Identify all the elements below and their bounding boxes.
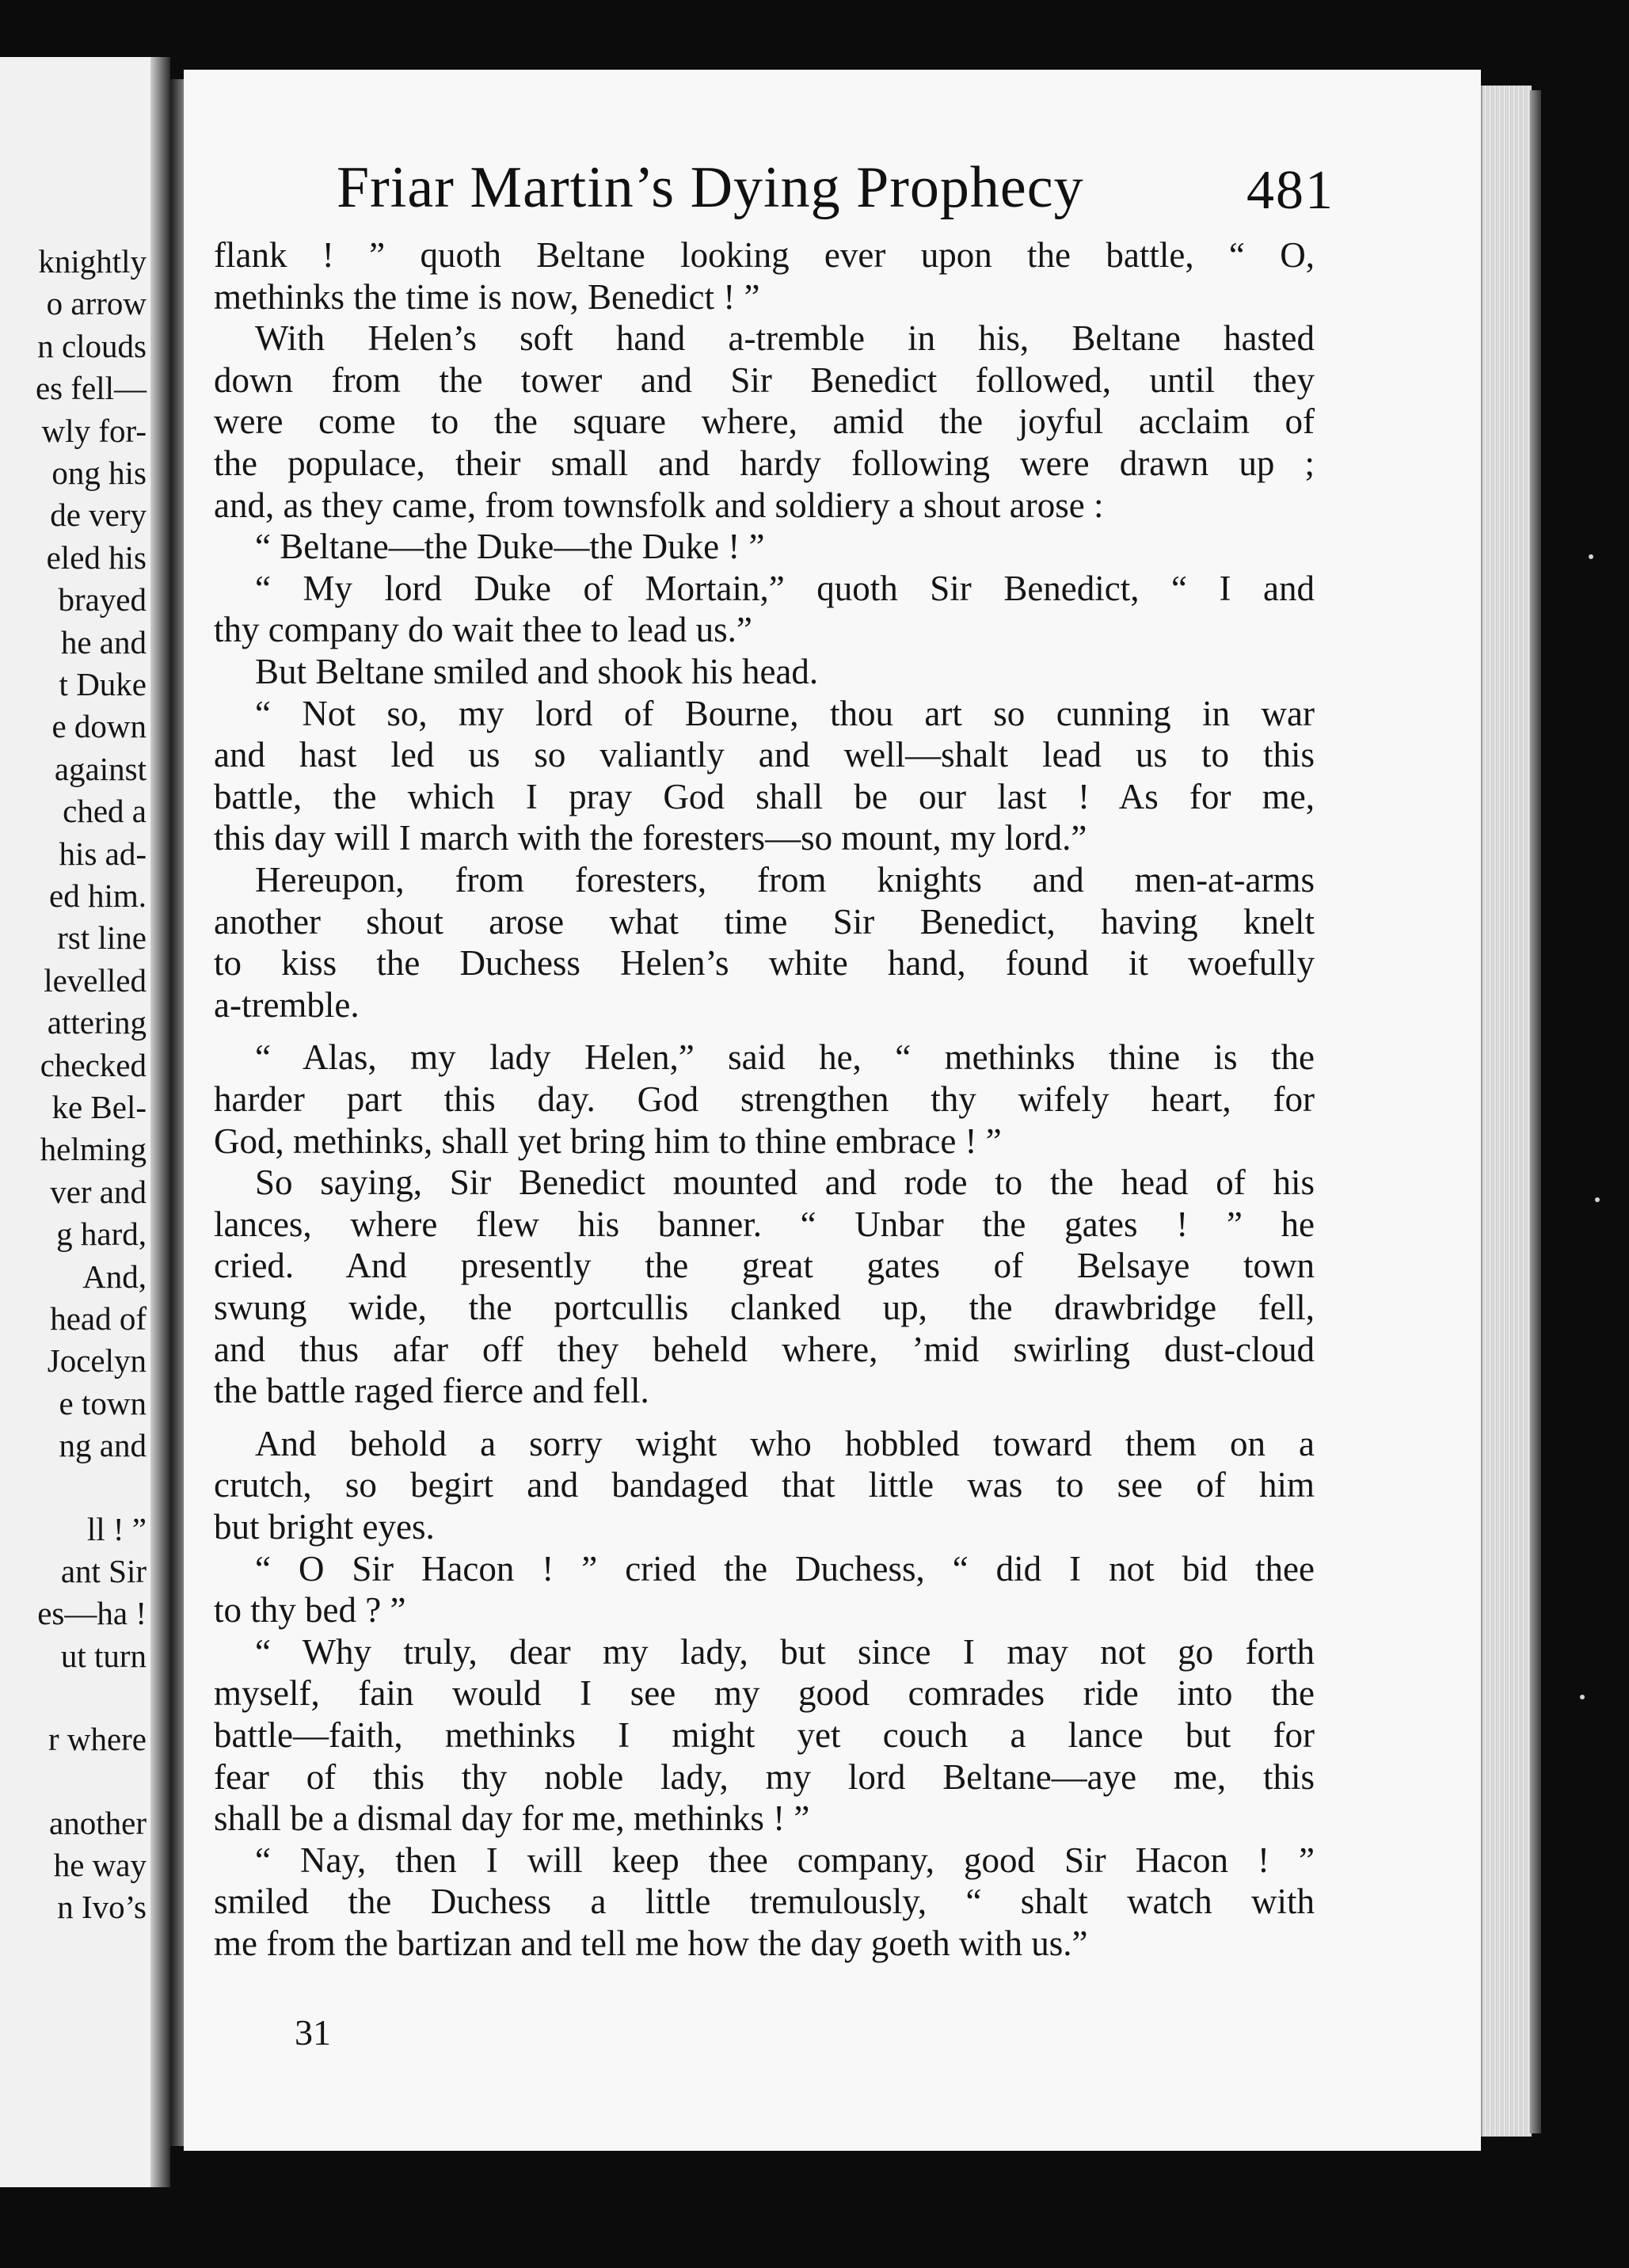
left-text-fragment: ke Bel-	[51, 1089, 147, 1125]
left-text-fragment: n Ivo’s	[57, 1889, 147, 1926]
left-text-fragment: knightly	[38, 243, 147, 280]
text-line: another shout arose what time Sir Benedict, having knelt	[214, 901, 1315, 942]
text-line: So saying, Sir Benedict mounted and rode to the head of his	[255, 1163, 1315, 1203]
text-line: And behold a sorry wight who hobbled toward them on a	[255, 1423, 1315, 1463]
text-line: and thus afar off they beheld where, ’mid swirling dust-cloud	[214, 1329, 1315, 1369]
left-text-fragment: he and	[60, 623, 147, 660]
left-text-fragment: another	[49, 1804, 147, 1841]
left-text-fragment: head of	[50, 1300, 147, 1337]
left-text-fragment: ched a	[63, 793, 147, 830]
left-text-fragment: helming	[40, 1131, 147, 1168]
left-text-fragment: wly for-	[41, 412, 147, 449]
running-head-title: Friar Martin’s Dying Prophecy	[337, 155, 1084, 220]
text-line: to kiss the Duchess Helen’s white hand, found it woefully	[214, 943, 1315, 984]
left-text-fragment: brayed	[58, 581, 147, 618]
left-text-fragment: ll ! ”	[86, 1510, 147, 1547]
page-edges	[1481, 86, 1532, 2137]
left-text-fragment: e down	[51, 708, 147, 745]
text-line: crutch, so begirt and bandaged that little was to see of him	[214, 1465, 1315, 1505]
left-text-fragment: t Duke	[59, 666, 147, 702]
dust-speck	[1589, 554, 1593, 559]
text-line: “ My lord Duke of Mortain,” quoth Sir Benedict, “ I and	[255, 568, 1315, 608]
left-text-fragment: ut turn	[60, 1637, 147, 1674]
left-text-fragment: de very	[50, 497, 147, 534]
text-line: and hast led us so valiantly and well—shalt lead us to this	[214, 735, 1315, 775]
text-line: battle—faith, methinks I might yet couch a lance but for	[214, 1715, 1315, 1755]
text-line: fear of this thy noble lady, my lord Beltane—aye me, this	[214, 1756, 1315, 1797]
text-line: cried. And presently the great gates of Belsaye town	[214, 1246, 1315, 1286]
signature-folio: 31	[295, 2012, 331, 2053]
left-text-fragment: e town	[59, 1384, 147, 1421]
text-line: thy company do wait thee to lead us.”	[214, 610, 752, 650]
left-text-fragment: o arrow	[46, 285, 147, 322]
left-text-fragment: ed him.	[49, 877, 147, 914]
text-line: the populace, their small and hardy following were drawn up ;	[214, 443, 1315, 483]
left-text-fragment: rst line	[57, 919, 147, 957]
dust-speck	[1580, 1695, 1585, 1699]
text-line: smiled the Duchess a little tremulously, “ shalt watch with	[214, 1882, 1315, 1922]
text-line: me from the bartizan and tell me how the day goeth with us.”	[214, 1924, 1088, 1963]
text-line: were come to the square where, amid the joyful acclaim of	[214, 401, 1315, 442]
left-text-fragment: es fell—	[35, 370, 147, 407]
left-text-fragment: levelled	[44, 961, 147, 999]
text-line: God, methinks, shall yet bring him to thine embrace ! ”	[214, 1121, 1002, 1161]
text-line: and, as they came, from townsfolk and soldiery a shout arose :	[214, 485, 1104, 525]
text-line: a-tremble.	[214, 984, 360, 1025]
text-line: down from the tower and Sir Benedict followed, until they	[214, 360, 1315, 400]
text-line: shall be a dismal day for me, methinks ! ”	[214, 1798, 810, 1839]
text-line: battle, the which I pray God shall be our last ! As for me,	[214, 776, 1315, 816]
text-line: “ O Sir Hacon ! ” cried the Duchess, “ did I not bid thee	[255, 1548, 1315, 1589]
text-line: this day will I march with the foresters—so mount, my lord.”	[214, 818, 1087, 858]
text-line: the battle raged fierce and fell.	[214, 1371, 649, 1411]
left-text-fragment: ant Sir	[60, 1553, 147, 1589]
text-line: “ Not so, my lord of Bourne, thou art so cunning in war	[255, 693, 1315, 733]
text-line: flank ! ” quoth Beltane looking ever upon the battle, “ O,	[214, 235, 1315, 275]
left-text-fragment: attering	[47, 1004, 147, 1041]
text-line: harder part this day. God strengthen thy wifely heart, for	[214, 1079, 1315, 1119]
left-text-fragment: his ad-	[59, 835, 147, 872]
text-line: “ Nay, then I will keep thee company, good Sir Hacon ! ”	[255, 1840, 1315, 1880]
left-text-fragment: r where	[48, 1721, 147, 1758]
left-text-fragment: Jocelyn	[47, 1342, 147, 1379]
left-text-fragment: he way	[53, 1847, 147, 1883]
text-line: to thy bed ? ”	[214, 1590, 406, 1631]
left-text-fragment: ver and	[50, 1173, 147, 1210]
left-gutter-shadow	[150, 57, 170, 2187]
text-line: lances, where flew his banner. “ Unbar the gates ! ” he	[214, 1204, 1315, 1244]
text-line: “ Alas, my lady Helen,” said he, “ methinks thine is the	[255, 1037, 1315, 1078]
text-line: Hereupon, from foresters, from knights and men-at-arms	[255, 860, 1315, 900]
left-text-fragment: eled his	[46, 538, 147, 576]
running-head	[337, 154, 1334, 234]
text-line: swung wide, the portcullis clanked up, the drawbridge fell,	[214, 1288, 1315, 1327]
left-text-fragment: ong his	[51, 455, 147, 491]
left-text-fragment: checked	[40, 1046, 147, 1083]
text-line: but bright eyes.	[214, 1507, 435, 1547]
text-line: myself, fain would I see my good comrades ride into the	[214, 1673, 1315, 1714]
text-line: methinks the time is now, Benedict ! ”	[214, 276, 760, 317]
dust-speck	[1595, 1197, 1600, 1202]
left-text-fragment: against	[54, 750, 147, 787]
page-edges-shadow	[1530, 90, 1541, 2133]
text-line: With Helen’s soft hand a-tremble in his, Beltane hasted	[255, 318, 1315, 359]
text-line: “ Beltane—the Duke—the Duke ! ”	[255, 527, 765, 567]
left-text-fragment: g hard,	[56, 1216, 147, 1253]
facing-left-page	[0, 57, 170, 2187]
left-text-fragment: n clouds	[37, 327, 147, 364]
left-text-fragment: And,	[82, 1258, 147, 1295]
text-line: “ Why truly, dear my lady, but since I may not go forth	[255, 1631, 1315, 1672]
text-line: But Beltane smiled and shook his head.	[255, 652, 819, 691]
left-text-fragment: es—ha !	[37, 1595, 147, 1632]
left-text-fragment: ng and	[59, 1427, 147, 1464]
page-number: 481	[1246, 160, 1334, 221]
